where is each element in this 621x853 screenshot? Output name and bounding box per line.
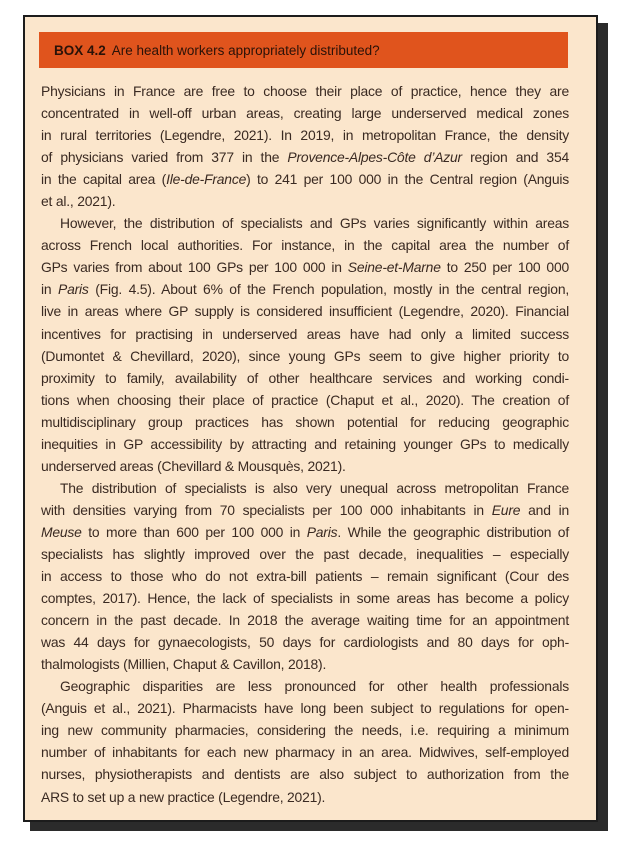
text-line [41, 278, 569, 300]
text-run: However, the distribution of specialists and GPs varies significantly within areas [60, 215, 569, 232]
text-run: ing new community pharmacies, considering the needs, i.e. requiring a minimum [41, 722, 569, 739]
text-line [41, 543, 569, 565]
text-run: in the capital area ( [41, 171, 167, 188]
italic-text: Ile-de-France [166, 171, 247, 188]
box-body-text [41, 80, 569, 808]
text-run: (Anguis et al., 2021). Pharmacists have long been subject to regulations for open- [41, 700, 569, 717]
text-line [41, 719, 569, 741]
text-run: number of inhabitants for each new pharmacy in an area. Midwives, self-employed [41, 744, 569, 761]
text-line [41, 234, 569, 256]
text-run: concern in the past decade. In 2018 the average waiting time for an appointment [41, 612, 569, 629]
text-box [23, 15, 598, 822]
text-run: to more than 600 per 100 000 in [81, 523, 307, 540]
text-line [41, 256, 569, 278]
text-run: comptes, 2017). Hence, the lack of specialists in some areas has become a policy [41, 590, 569, 607]
text-run: of physicians varied from 377 in the [41, 149, 288, 166]
text-run: tions when choosing their place of practice (Chaput et al., 2020). The creation of [41, 391, 569, 408]
text-run: across French local authorities. For instance, in the capital area the number of [41, 237, 569, 254]
text-run: Geographic disparities are less pronounced for other health professionals [60, 678, 569, 695]
text-line [41, 80, 569, 102]
box-title: Are health workers appropriately distributed? [111, 42, 380, 58]
text-run: in access to those who do not extra-bill patients – remain significant (Cour des [41, 568, 569, 585]
text-run: The distribution of specialists is also very unequal across metropolitan France [60, 479, 569, 496]
text-run: with densities varying from 70 specialists per 100 000 inhabitants in [41, 501, 492, 518]
text-line [41, 763, 569, 785]
box-label: BOX 4.2 [54, 42, 106, 58]
text-line [41, 411, 569, 433]
text-line [41, 741, 569, 763]
italic-text: Eure [491, 501, 521, 518]
text-line [41, 345, 569, 367]
text-line [41, 300, 569, 322]
text-line [41, 786, 569, 808]
text-line [41, 477, 569, 499]
text-line [41, 168, 569, 190]
text-line [41, 609, 569, 631]
text-run: multidisciplinary group practices has shown potential for reducing geographic [41, 413, 569, 430]
text-run: ) to 241 per 100 000 in the Central region (Anguis [246, 171, 569, 188]
text-line [41, 212, 569, 234]
text-run: incentives for practising in underserved areas have had only a limited success [41, 325, 569, 342]
italic-text: Paris [306, 523, 338, 540]
text-line [41, 323, 569, 345]
text-line [41, 653, 569, 675]
text-run: was 44 days for gynaecologists, 50 days for cardiologists and 80 days for oph- [41, 634, 569, 651]
text-run: GPs varies from about 100 GPs per 100 000 in [41, 259, 348, 276]
text-run: live in areas where GP supply is considered insufficient (Legendre, 2020). Financial [41, 303, 569, 320]
italic-text: Provence-Alpes-Côte d’Azur [287, 149, 462, 166]
text-line [41, 124, 569, 146]
text-line [41, 146, 569, 168]
text-line [41, 190, 569, 212]
text-run: (Dumontet & Chevillard, 2020), since young GPs seem to give higher priority to [41, 347, 569, 364]
text-run: et al., 2021). [41, 193, 116, 210]
text-line [41, 631, 569, 653]
text-line [41, 675, 569, 697]
text-run: inequities in GP accessibility by attracting and retaining younger GPs to medically [41, 435, 569, 452]
text-run: specialists has slightly improved over the past decade, inequalities – especially [41, 545, 569, 562]
text-run: nurses, physiotherapists and dentists are also subject to authorization from the [41, 766, 569, 783]
text-run: underserved areas (Chevillard & Mousquès, 2021). [41, 457, 346, 474]
text-run: to 250 per 100 000 [440, 259, 569, 276]
text-line [41, 433, 569, 455]
italic-text: Seine-et-Marne [347, 259, 441, 276]
text-run: (Fig. 4.5). About 6% of the French population, mostly in the central region, [88, 281, 570, 298]
text-run: in [41, 281, 58, 298]
text-run: proximity to family, availability of other healthcare services and working condi- [41, 369, 569, 386]
text-run: . While the geographic distribution of [337, 523, 569, 540]
text-run: region and 354 [461, 149, 570, 166]
text-line [41, 367, 569, 389]
text-run: ARS to set up a new practice (Legendre, 2021). [41, 788, 326, 805]
text-run: Physicians in France are free to choose their place of practice, hence they are [41, 83, 569, 99]
text-line [41, 587, 569, 609]
text-run: thalmologists (Millien, Chaput & Cavillon, 2018). [41, 656, 327, 673]
text-line [41, 455, 569, 477]
text-run: in rural territories (Legendre, 2021). In 2019, in metropolitan France, the density [41, 127, 569, 144]
text-run: and in [520, 501, 569, 518]
italic-text: Meuse [41, 523, 82, 540]
text-line [41, 565, 569, 587]
text-line [41, 499, 569, 521]
text-line [41, 102, 569, 124]
text-line [41, 389, 569, 411]
box-header [39, 32, 568, 68]
text-line [41, 697, 569, 719]
italic-text: Paris [58, 281, 89, 298]
text-run: concentrated in well-off urban areas, creating large underserved medical zones [41, 105, 569, 122]
text-line [41, 521, 569, 543]
